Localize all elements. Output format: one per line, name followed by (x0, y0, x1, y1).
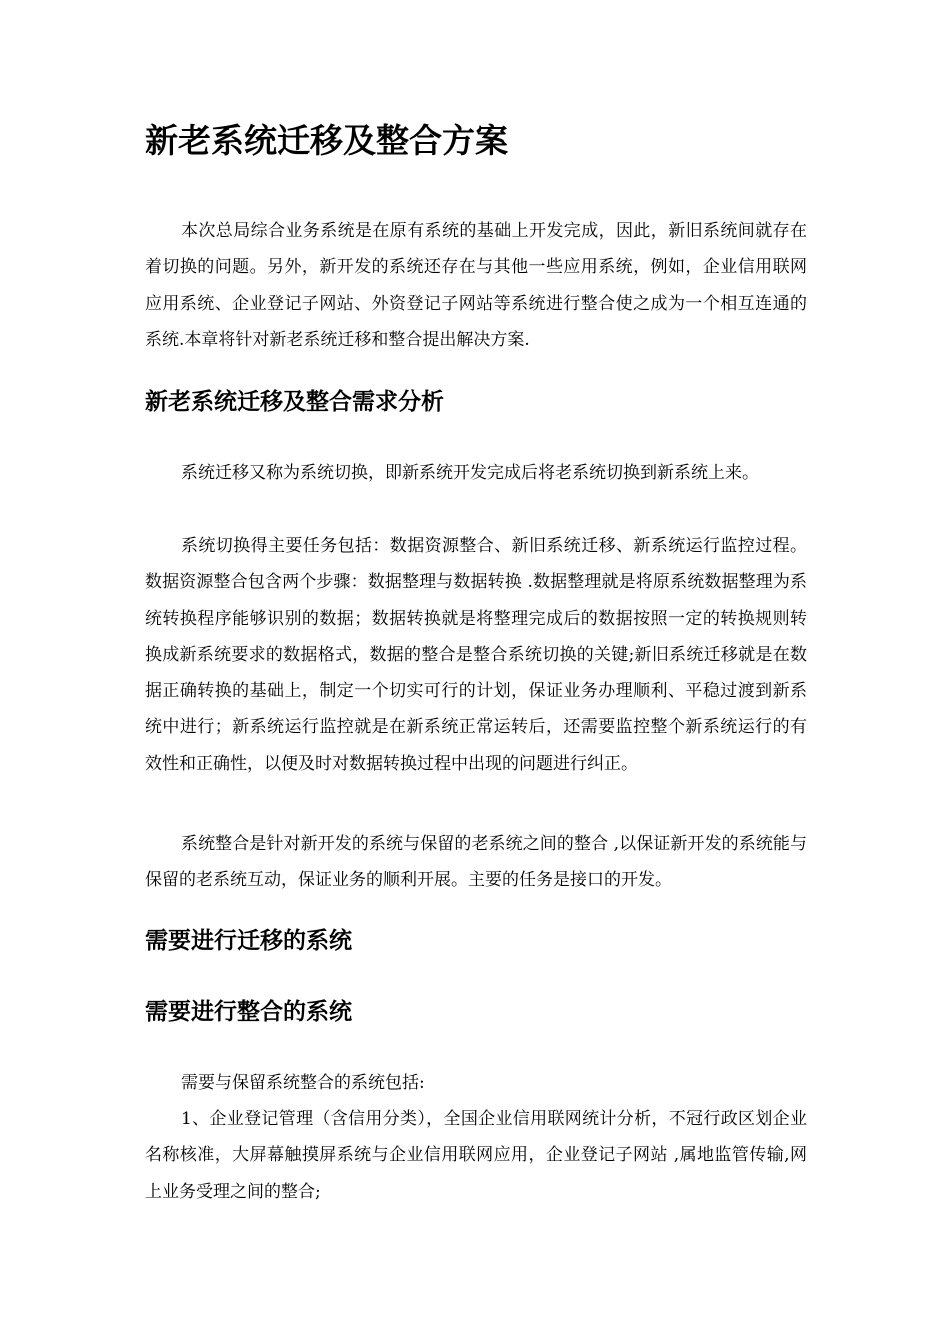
section-heading-systems-to-integrate: 需要进行整合的系统 (145, 999, 352, 1025)
paragraph-migration-definition: 系统迁移又称为系统切换，即新系统开发完成后将老系统切换到新系统上来。 (181, 463, 759, 483)
paragraph-integration-definition: 系统整合是针对新开发的系统与保留的老系统之间的整合 ,以保证新开发的系统能与保留的老系统互动，保证业务的顺利开展。主要的任务是接口的开发。 (145, 834, 807, 891)
section-heading-systems-to-migrate: 需要进行迁移的系统 (145, 928, 352, 954)
paragraph-switch-tasks: 系统切换得主要任务包括：数据资源整合、新旧系统迁移、新系统运行监控过程。数据资源整合包含两个步骤：数据整理与数据转换 .数据整理就是将原系统数据整理为系统转换程序能够识别的数据；数据转换就是将整理完成后的数据按照一定的转换规则转换成新系统要求的数据格式，数据的整合是整合系统切换的关键;新旧系统迁移就是在数据正确转换的基础上，制定一个切实可行的计划，保证业务办理顺利、平稳过渡到新系统中进行；新系统运行监控就是在新系统正常运转后，还需要监控整个新系统运行的有效性和正确性，以便及时对数据转换过程中出现的问题进行纠正。 (145, 536, 807, 774)
list-item-integration-1: 1、企业登记管理（含信用分类），全国企业信用联网统计分析，不冠行政区划企业名称核准，大屏幕触摸屏系统与企业信用联网应用，企业登记子网站 ,属地监管传输,网上业务受理之间的整合; (145, 1109, 807, 1202)
paragraph-integration-intro: 需要与保留系统整合的系统包括: (181, 1073, 425, 1093)
section-heading-migration-analysis: 新老系统迁移及整合需求分析 (145, 389, 444, 415)
page-title: 新老系统迁移及整合方案 (145, 121, 508, 160)
intro-paragraph: 本次总局综合业务系统是在原有系统的基础上开发完成，因此，新旧系统间就存在着切换的问题。另外，新开发的系统还存在与其他一些应用系统，例如，企业信用联网应用系统、企业登记子网站、外资登记子网站等系统进行整合使之成为一个相互连通的系统.本章将针对新老系统迁移和整合提出解决方案. (145, 221, 807, 350)
